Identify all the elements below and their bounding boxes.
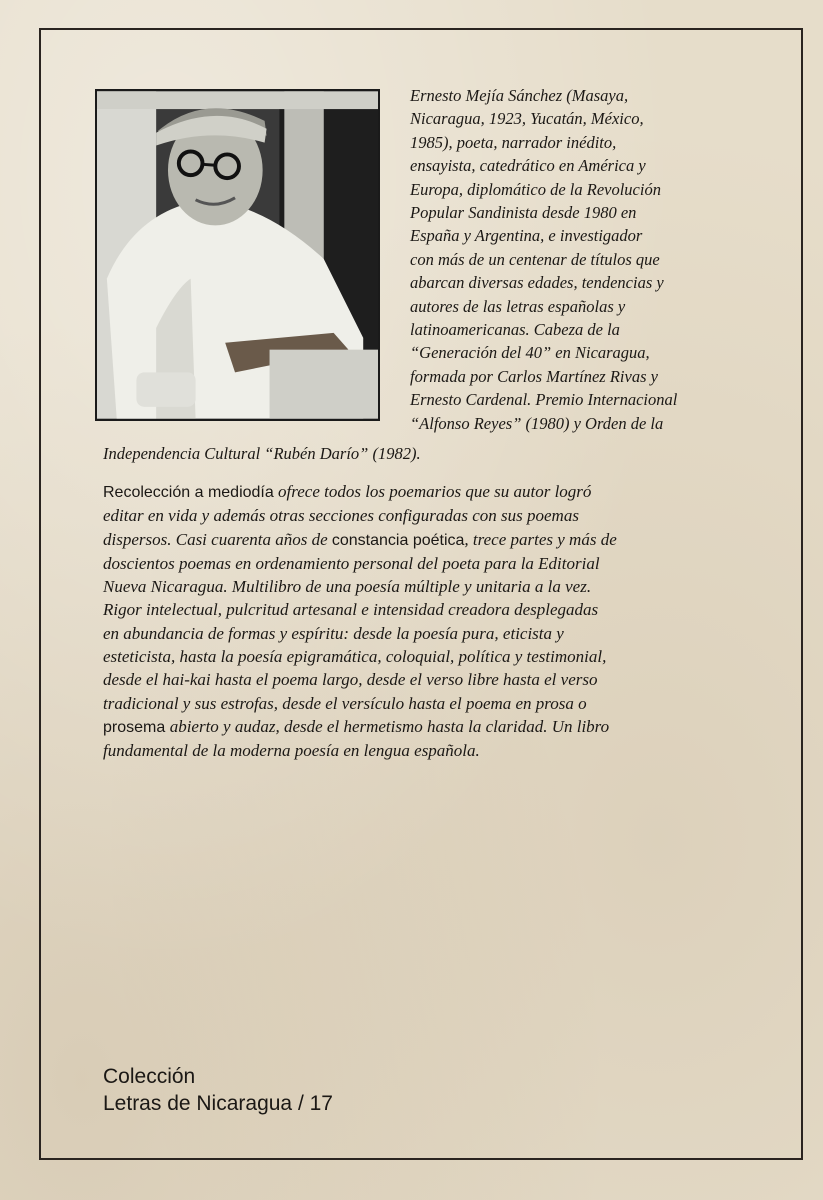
author-photo bbox=[95, 89, 380, 421]
bio-line: Ernesto Mejía Sánchez (Masaya, bbox=[410, 86, 629, 105]
book-title: Recolección a mediodía bbox=[103, 484, 274, 501]
collection-series: Letras de Nicaragua / 17 bbox=[103, 1092, 333, 1115]
desc-line: Rigor intelectual, pulcritud artesanal e intensidad creadora desplegadas bbox=[103, 600, 599, 620]
bio-line: “Generación del 40” en Nicaragua, bbox=[410, 343, 650, 363]
desc-line: fundamental de la moderna poesía en lengua española. bbox=[103, 741, 480, 761]
bio-line: España y Argentina, e investigador bbox=[410, 226, 643, 246]
desc-text: prosema bbox=[103, 718, 170, 736]
desc-text: ofrece todos los poemarios que su autor logró bbox=[273, 482, 592, 501]
desc-line: editar en vida y además otras secciones configuradas con sus poemas bbox=[103, 506, 579, 526]
bio-tail-line: Independencia Cultural “Rubén Darío” (1982). bbox=[103, 444, 421, 463]
desc-line: doscientos poemas en ordenamiento personal del poeta para la Editorial bbox=[103, 553, 600, 573]
bio-line: latinoamericanas. Cabeza de la bbox=[410, 320, 620, 340]
desc-text: , desde el versículo hasta el poema en prosa o bbox=[273, 693, 587, 713]
book-description bbox=[103, 480, 793, 763]
collection-line: Colección bbox=[103, 1065, 196, 1088]
bio-line: autores de las letras españolas y bbox=[410, 296, 626, 316]
bio-line: Popular Sandinista desde 1980 en bbox=[410, 203, 637, 223]
bio-line: Europa, diplomático de la Revolución bbox=[410, 179, 661, 199]
bio-line: ensayista, catedrático en América y bbox=[410, 156, 646, 176]
desc-line: Nueva Nicaragua. Multilibro de una poesía múltiple y unitaria a la vez. bbox=[103, 577, 592, 597]
desc-line bbox=[103, 692, 793, 715]
desc-text: , trece partes y más de bbox=[464, 529, 617, 549]
desc-line bbox=[103, 480, 793, 504]
desc-line: esteticista, hasta la poesía epigramática, coloquial, política y testimonial, bbox=[103, 647, 607, 667]
desc-text: dispersos. Casi cuarenta años de bbox=[103, 529, 332, 549]
desc-text: constancia poética bbox=[331, 531, 465, 549]
bio-line: abarcan diversas edades, tendencias y bbox=[410, 273, 664, 293]
desc-line bbox=[103, 528, 793, 552]
author-bio bbox=[410, 84, 790, 435]
desc-text: tradicional y sus estrofas bbox=[103, 693, 274, 713]
desc-text: abierto y audaz, desde el hermetismo hasta la claridad. Un libro bbox=[169, 716, 610, 736]
collection-label bbox=[103, 1063, 333, 1117]
desc-line: en abundancia de formas y espíritu: desde la poesía pura, eticista y bbox=[103, 623, 564, 643]
desc-line bbox=[103, 715, 793, 739]
bio-line: Nicaragua, 1923, Yucatán, México, bbox=[410, 109, 644, 129]
bio-line: formada por Carlos Martínez Rivas y bbox=[410, 366, 658, 386]
desc-line: desde el hai-kai hasta el poema largo, desde el verso libre hasta el verso bbox=[103, 670, 598, 690]
bio-line: con más de un centenar de títulos que bbox=[410, 249, 660, 269]
bio-line: “Alfonso Reyes” (1980) y Orden de la bbox=[410, 413, 664, 433]
author-portrait-image bbox=[97, 91, 378, 419]
bio-line: 1985), poeta, narrador inédito, bbox=[410, 132, 617, 152]
bio-line: Ernesto Cardenal. Premio Internacional bbox=[410, 390, 678, 410]
